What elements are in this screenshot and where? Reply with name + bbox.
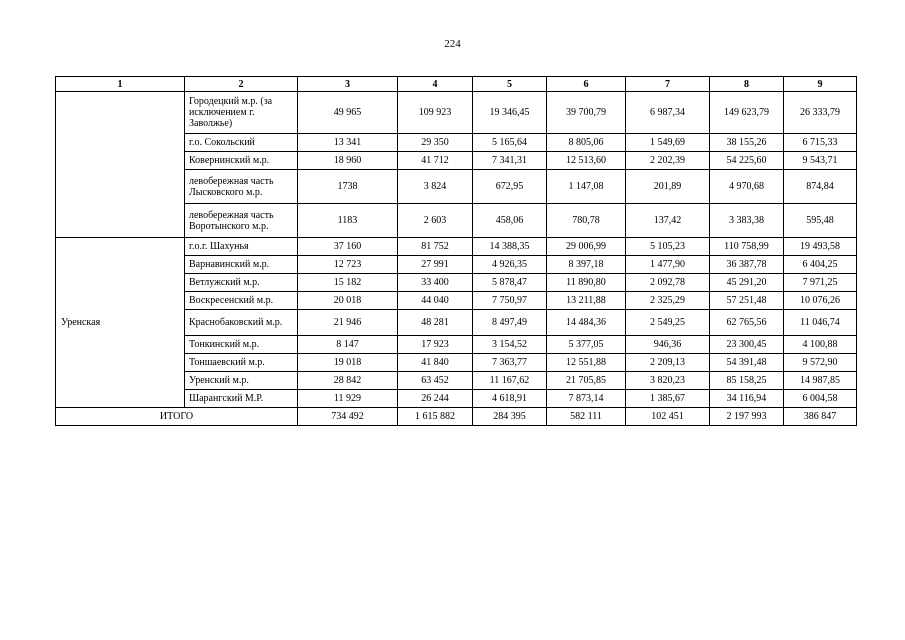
value-cell: 12 723 (298, 256, 398, 274)
value-cell: 11 890,80 (547, 274, 626, 292)
value-cell: 48 281 (398, 310, 473, 336)
value-cell: 3 824 (398, 170, 473, 204)
header-cell: 5 (473, 77, 547, 92)
value-cell: 2 209,13 (626, 354, 710, 372)
value-cell: 6 987,34 (626, 92, 710, 134)
value-cell: 17 923 (398, 336, 473, 354)
value-cell: 2 325,29 (626, 292, 710, 310)
value-cell: 780,78 (547, 204, 626, 238)
district-name: Уренский м.р. (185, 372, 298, 390)
data-table (55, 76, 857, 426)
value-cell: 26 333,79 (784, 92, 857, 134)
total-value: 582 111 (547, 408, 626, 426)
value-cell: 57 251,48 (710, 292, 784, 310)
value-cell: 20 018 (298, 292, 398, 310)
value-cell: 12 551,88 (547, 354, 626, 372)
value-cell: 29 006,99 (547, 238, 626, 256)
total-row (56, 408, 857, 426)
value-cell: 1 549,69 (626, 134, 710, 152)
value-cell: 14 987,85 (784, 372, 857, 390)
value-cell: 2 202,39 (626, 152, 710, 170)
value-cell: 49 965 (298, 92, 398, 134)
region-cell (56, 92, 185, 238)
value-cell: 33 400 (398, 274, 473, 292)
value-cell: 110 758,99 (710, 238, 784, 256)
value-cell: 672,95 (473, 170, 547, 204)
value-cell: 38 155,26 (710, 134, 784, 152)
district-name: Варнавинский м.р. (185, 256, 298, 274)
value-cell: 26 244 (398, 390, 473, 408)
value-cell: 21 946 (298, 310, 398, 336)
value-cell: 7 873,14 (547, 390, 626, 408)
value-cell: 14 388,35 (473, 238, 547, 256)
value-cell: 2 549,25 (626, 310, 710, 336)
district-name: Шарангский М.Р. (185, 390, 298, 408)
value-cell: 4 618,91 (473, 390, 547, 408)
value-cell: 1183 (298, 204, 398, 238)
value-cell: 1738 (298, 170, 398, 204)
value-cell: 23 300,45 (710, 336, 784, 354)
total-value: 102 451 (626, 408, 710, 426)
value-cell: 5 377,05 (547, 336, 626, 354)
value-cell: 12 513,60 (547, 152, 626, 170)
value-cell: 9 543,71 (784, 152, 857, 170)
header-cell: 2 (185, 77, 298, 92)
value-cell: 29 350 (398, 134, 473, 152)
value-cell: 62 765,56 (710, 310, 784, 336)
header-row (56, 77, 857, 92)
header-cell: 7 (626, 77, 710, 92)
value-cell: 1 147,08 (547, 170, 626, 204)
district-name: Краснобаковский м.р. (185, 310, 298, 336)
value-cell: 5 878,47 (473, 274, 547, 292)
value-cell: 11 167,62 (473, 372, 547, 390)
value-cell: 45 291,20 (710, 274, 784, 292)
value-cell: 54 225,60 (710, 152, 784, 170)
value-cell: 39 700,79 (547, 92, 626, 134)
page-number: 224 (444, 38, 461, 50)
value-cell: 1 477,90 (626, 256, 710, 274)
value-cell: 28 842 (298, 372, 398, 390)
value-cell: 19 346,45 (473, 92, 547, 134)
value-cell: 11 929 (298, 390, 398, 408)
value-cell: 4 926,35 (473, 256, 547, 274)
value-cell: 2 603 (398, 204, 473, 238)
header-cell: 1 (56, 77, 185, 92)
value-cell: 458,06 (473, 204, 547, 238)
value-cell: 5 165,64 (473, 134, 547, 152)
value-cell: 36 387,78 (710, 256, 784, 274)
value-cell: 7 750,97 (473, 292, 547, 310)
value-cell: 85 158,25 (710, 372, 784, 390)
district-name: Тоншаевский м.р. (185, 354, 298, 372)
header-cell: 3 (298, 77, 398, 92)
header-cell: 6 (547, 77, 626, 92)
value-cell: 8 147 (298, 336, 398, 354)
district-name: Тонкинский м.р. (185, 336, 298, 354)
total-value: 386 847 (784, 408, 857, 426)
value-cell: 44 040 (398, 292, 473, 310)
value-cell: 8 397,18 (547, 256, 626, 274)
value-cell: 41 840 (398, 354, 473, 372)
district-name: Ветлужский м.р. (185, 274, 298, 292)
value-cell: 3 820,23 (626, 372, 710, 390)
value-cell: 11 046,74 (784, 310, 857, 336)
value-cell: 5 105,23 (626, 238, 710, 256)
district-name: г.о. Сокольский (185, 134, 298, 152)
value-cell: 6 715,33 (784, 134, 857, 152)
region-cell: Уренская (56, 238, 185, 408)
value-cell: 1 385,67 (626, 390, 710, 408)
value-cell: 15 182 (298, 274, 398, 292)
value-cell: 7 341,31 (473, 152, 547, 170)
header-cell: 9 (784, 77, 857, 92)
value-cell: 3 154,52 (473, 336, 547, 354)
total-label: ИТОГО (56, 408, 298, 426)
total-value: 734 492 (298, 408, 398, 426)
value-cell: 13 341 (298, 134, 398, 152)
total-value: 284 395 (473, 408, 547, 426)
value-cell: 137,42 (626, 204, 710, 238)
value-cell: 149 623,79 (710, 92, 784, 134)
value-cell: 41 712 (398, 152, 473, 170)
value-cell: 63 452 (398, 372, 473, 390)
value-cell: 18 960 (298, 152, 398, 170)
value-cell: 7 363,77 (473, 354, 547, 372)
value-cell: 6 404,25 (784, 256, 857, 274)
value-cell: 8 497,49 (473, 310, 547, 336)
table-row (56, 238, 857, 256)
value-cell: 6 004,58 (784, 390, 857, 408)
value-cell: 19 493,58 (784, 238, 857, 256)
district-name: Ковернинский м.р. (185, 152, 298, 170)
header-cell: 8 (710, 77, 784, 92)
header-cell: 4 (398, 77, 473, 92)
value-cell: 2 092,78 (626, 274, 710, 292)
value-cell: 4 100,88 (784, 336, 857, 354)
value-cell: 7 971,25 (784, 274, 857, 292)
value-cell: 21 705,85 (547, 372, 626, 390)
total-value: 2 197 993 (710, 408, 784, 426)
value-cell: 37 160 (298, 238, 398, 256)
value-cell: 14 484,36 (547, 310, 626, 336)
value-cell: 946,36 (626, 336, 710, 354)
value-cell: 874,84 (784, 170, 857, 204)
table-row (56, 92, 857, 134)
value-cell: 13 211,88 (547, 292, 626, 310)
value-cell: 10 076,26 (784, 292, 857, 310)
value-cell: 4 970,68 (710, 170, 784, 204)
district-name: Воскресенский м.р. (185, 292, 298, 310)
district-name: левобережная часть Воротынского м.р. (185, 204, 298, 238)
value-cell: 8 805,06 (547, 134, 626, 152)
district-name: Городецкий м.р. (за исключением г. Заволжье) (185, 92, 298, 134)
district-name: г.о.г. Шахунья (185, 238, 298, 256)
value-cell: 34 116,94 (710, 390, 784, 408)
value-cell: 54 391,48 (710, 354, 784, 372)
value-cell: 27 991 (398, 256, 473, 274)
value-cell: 9 572,90 (784, 354, 857, 372)
district-name: левобережная часть Лысковского м.р. (185, 170, 298, 204)
value-cell: 595,48 (784, 204, 857, 238)
value-cell: 81 752 (398, 238, 473, 256)
value-cell: 201,89 (626, 170, 710, 204)
value-cell: 109 923 (398, 92, 473, 134)
value-cell: 19 018 (298, 354, 398, 372)
total-value: 1 615 882 (398, 408, 473, 426)
value-cell: 3 383,38 (710, 204, 784, 238)
